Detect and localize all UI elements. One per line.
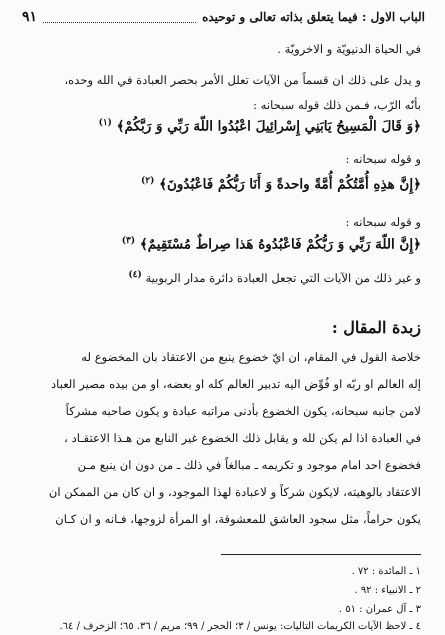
- footnote-1: ١ ـ المائدة : ٧٢ .: [351, 566, 421, 577]
- chapter-title: الباب الاول : فيما يتعلق بذاته تعالى و توحيده: [202, 10, 425, 24]
- verse-1-ref: (١): [98, 118, 112, 128]
- quran-verse-3: [22, 236, 421, 253]
- body-line-6: [22, 268, 421, 285]
- page-header: [22, 6, 425, 28]
- section-title: زبدة المقال :: [331, 318, 421, 337]
- header-dotted-leader: [43, 12, 196, 23]
- paragraph-line-7: يكون حراماً، مثل سجود العاشق للمعشوقة، او المرأة لزوجها، فـانه و ان كـان: [55, 512, 421, 526]
- quran-verse-1: [22, 118, 421, 135]
- verse-3-ref: (٣): [121, 236, 136, 246]
- page-number: ٩١: [22, 9, 38, 25]
- paragraph-line-6: الاعتقاد بالوهيته، لايكون شركاً و لاعبادة لهذا الموجود، و ان كان من الممكن ان: [48, 485, 421, 499]
- footnote-2: ٢ ـ الانبياء : ٩٢ .: [354, 585, 421, 596]
- body-line-3: بأنّه الرّب، فـمن ذلك قوله سبحانه :: [253, 98, 421, 112]
- body-line-6-ref: (٤): [128, 270, 142, 280]
- footnote-4: ٤ ـ لاحظ الآيات الكريمات التاليات: يونس / ٣؛ الحجر / ٩٩؛ مريم / ٣٦. ٦٥؛ الزخرف / ٦٤.: [59, 621, 421, 632]
- body-line-5: و قوله سبحانه :: [345, 215, 421, 229]
- verse-2-ref: (٢): [140, 176, 155, 186]
- body-line-4: و قوله سبحانه :: [345, 152, 421, 166]
- body-line-1: في الحياة الدنيويّة و الاخرويّة .: [277, 42, 421, 56]
- paragraph-line-4: في العبادة اذا لم يكن لله و يقابل ذلك الخضوع غير النابع من هـذا الاعتقـاد ،: [64, 431, 421, 445]
- footnote-separator: [221, 554, 421, 555]
- body-line-6-text: و غير ذلك من الآيات التي تجعل العبادة دائرة مدار الربوبية: [145, 270, 421, 285]
- footnote-3: ٣ ـ آل عمران : ٥١ .: [338, 604, 421, 615]
- paragraph-line-2: إله العالم او ربّه او فُوِّض اليه تدبير العالم كله او بعضه، او من بيده مصير العباد: [51, 377, 421, 391]
- paragraph-line-3: لامن جانبه سبحانه، يكون الخضوع بأدنى مراتبه عبادة و يكون صاحبه مشركاً: [65, 404, 421, 418]
- verse-1-text: ﴿وَ قَالَ الْمَسِيحُ يَابَنِي إِسْرائِيلَ اعْبُدُوا اللّهَ رَبِّي وَ رَبَّكُمْ﴾: [116, 118, 421, 135]
- quran-verse-2: [22, 176, 421, 193]
- verse-2-text: ﴿إِنَّ هذِهِ أُمَّتُكُمْ أُمَّةً واحدةً وَ أَنَا رَبُّكُمْ فَاعْبُدُونَ﴾: [159, 176, 421, 193]
- verse-3-text: ﴿إِنَّ اللّهَ رَبِّي وَ رَبُّكُمْ فَاعْبُدُوهُ هَذا صِراطٌ مُسْتَقِيمٌ﴾: [139, 236, 421, 253]
- paragraph-line-1: خلاصة القول في المقام، ان ايّ خضوع ينبع من الاعتقاد بان المخضوع له: [81, 350, 421, 364]
- paragraph-line-5: فخضوع احد امام موجود و تكريمه ـ مبالغاً في ذلك ـ من دون ان ينبع مـن: [77, 458, 421, 472]
- body-line-2: و يدل على ذلك ان قسماً من الآيات تعلل الأمر بحصر العبادة في الله وحده،: [64, 73, 421, 87]
